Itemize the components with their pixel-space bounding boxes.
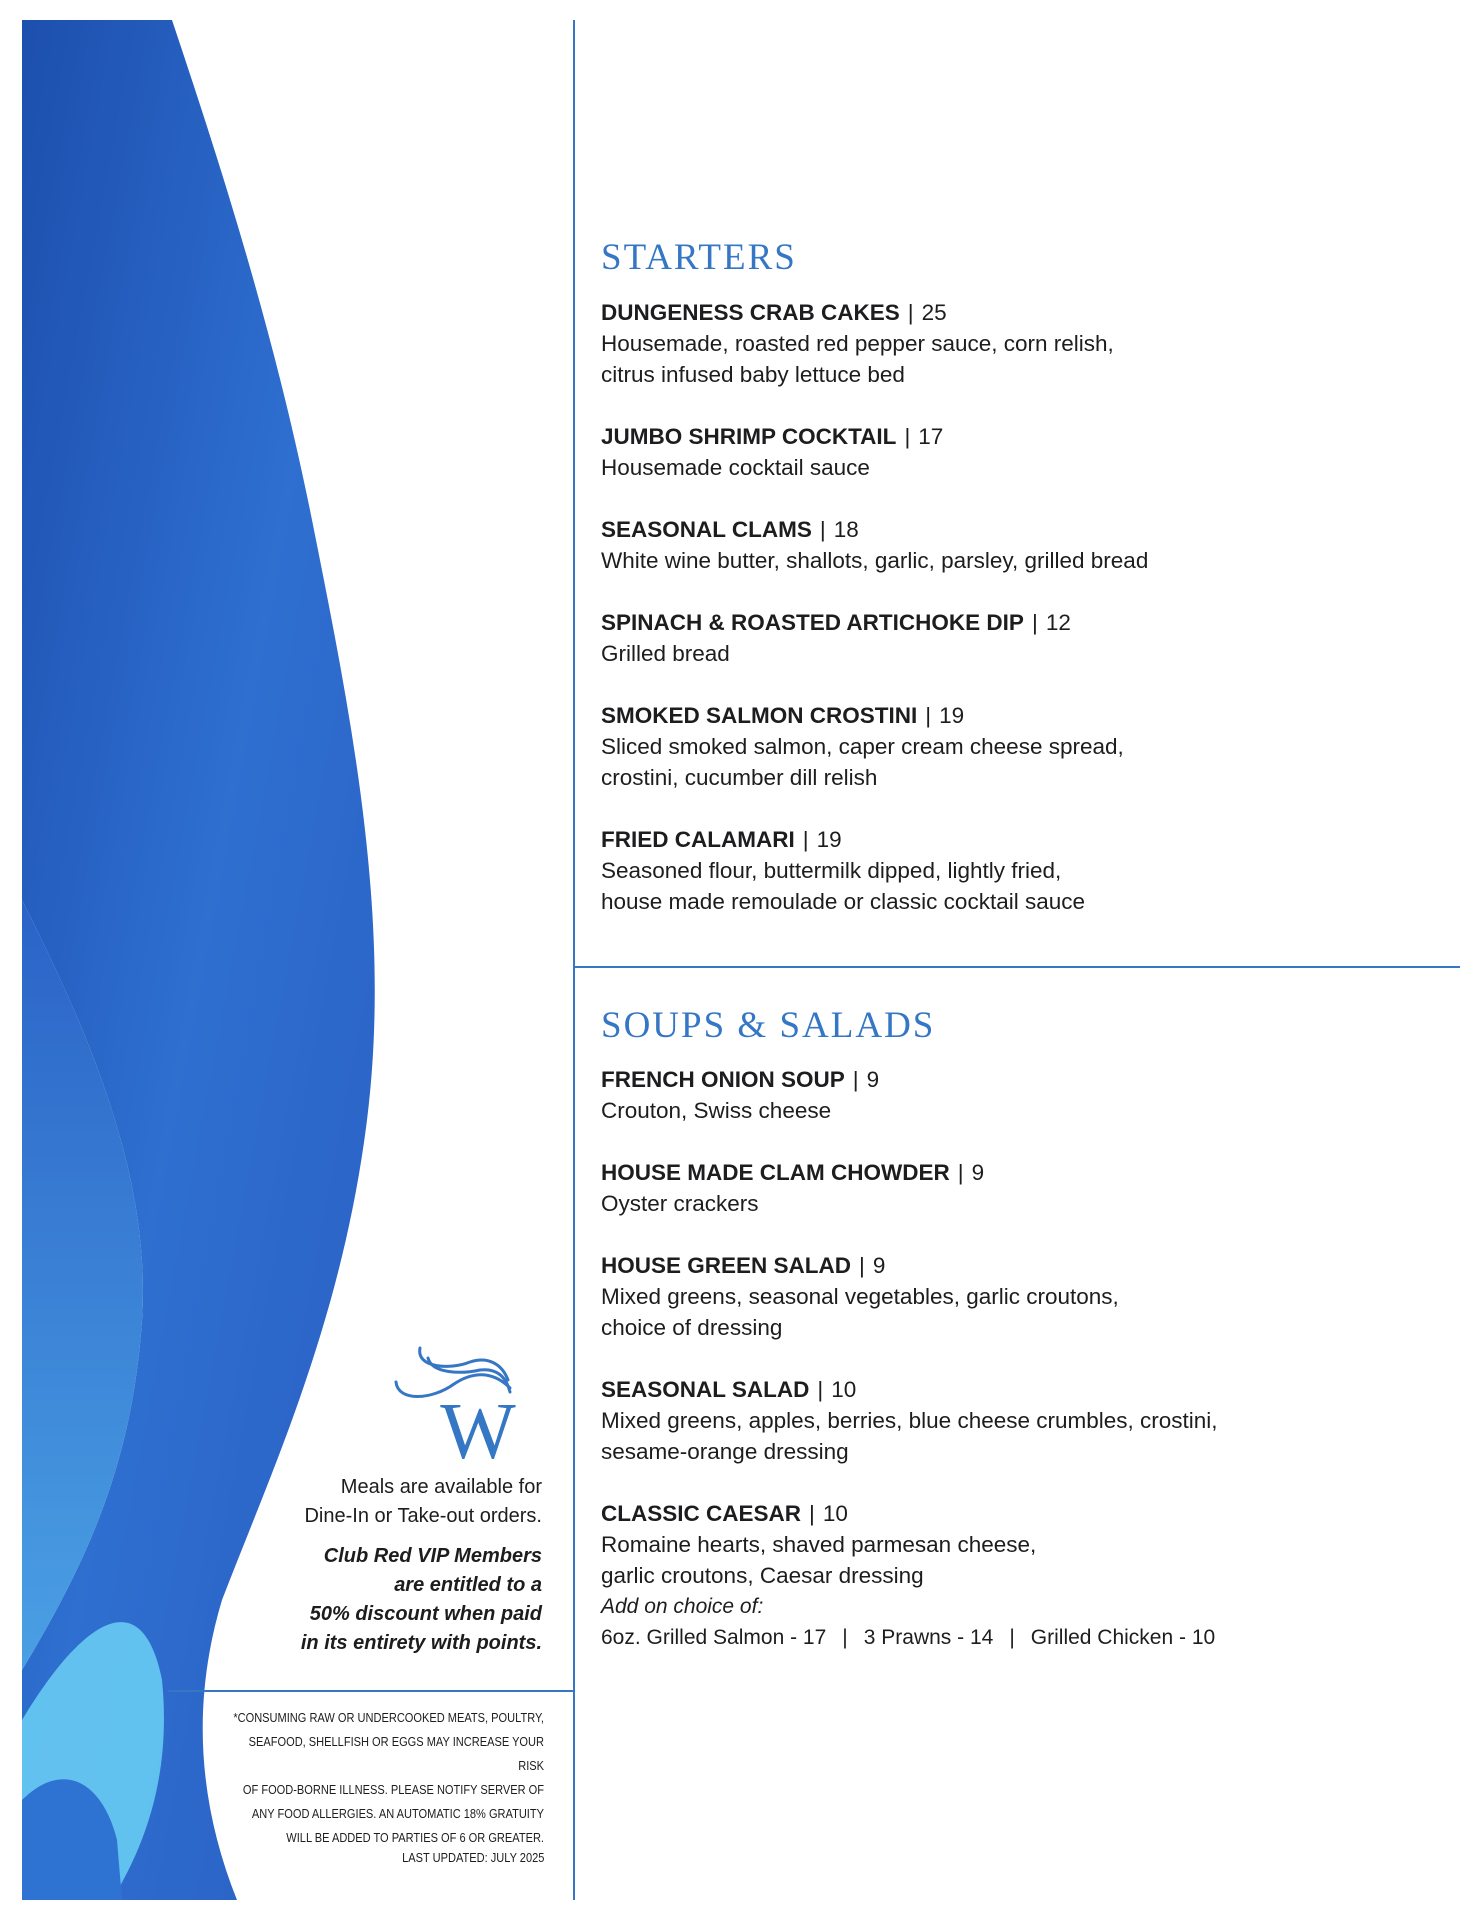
menu-item: SEASONAL CLAMS | 18 White wine butter, shallots, garlic, parsley, grilled bread <box>601 514 1461 576</box>
item-name: HOUSE GREEN SALAD <box>601 1253 852 1278</box>
availability-note: Meals are available for Dine-In or Take-out orders. <box>304 1476 542 1527</box>
item-price: 9 <box>872 1253 886 1278</box>
menu-item: SPINACH & ROASTED ARTICHOKE DIP | 12 Grilled bread <box>601 607 1461 669</box>
addon-option: 6oz. Grilled Salmon - 17 <box>601 1626 827 1649</box>
item-price: 9 <box>971 1160 985 1185</box>
starters-heading: STARTERS <box>601 237 797 278</box>
logo-letter: W <box>440 1388 516 1465</box>
item-name: FRIED CALAMARI <box>601 827 795 852</box>
soups-salads-list <box>601 1064 1461 1653</box>
item-price: 25 <box>921 300 947 325</box>
menu-item: CLASSIC CAESAR | 10 Romaine hearts, shaved parmesan cheese, garlic croutons, Caesar dressing Add on choice of: 6oz. Grilled Salmon - 17 | 3 Prawns - 14 | Grilled Chicken - 10 <box>601 1498 1461 1653</box>
last-updated-label: LAST UPDATED: JULY 2025 <box>401 1850 544 1865</box>
item-name: JUMBO SHRIMP COCKTAIL <box>601 424 897 449</box>
menu-item: HOUSE MADE CLAM CHOWDER | 9 Oyster crackers <box>601 1157 1461 1219</box>
menu-item: FRIED CALAMARI | 19 Seasoned flour, buttermilk dipped, lightly fried, house made remoulade or classic cocktail sauce <box>601 824 1461 917</box>
menu-item: DUNGENESS CRAB CAKES | 25 Housemade, roasted red pepper sauce, corn relish, citrus infused baby lettuce bed <box>601 297 1461 390</box>
item-description: Sliced smoked salmon, caper cream cheese spread, crostini, cucumber dill relish <box>601 734 1124 790</box>
item-description: Housemade, roasted red pepper sauce, corn relish, citrus infused baby lettuce bed <box>601 331 1114 387</box>
footer-divider <box>168 1690 574 1692</box>
item-description: Mixed greens, seasonal vegetables, garlic croutons, choice of dressing <box>601 1284 1119 1340</box>
addon-option: Grilled Chicken - 10 <box>1030 1626 1216 1649</box>
addon-label: Add on choice of: <box>601 1595 764 1618</box>
item-description: Oyster crackers <box>601 1191 759 1216</box>
addon-options: 6oz. Grilled Salmon - 17 | 3 Prawns - 14 | Grilled Chicken - 10 <box>601 1626 1216 1649</box>
item-price: 10 <box>822 1501 848 1526</box>
item-name: SPINACH & ROASTED ARTICHOKE DIP <box>601 610 1024 635</box>
item-name: SMOKED SALMON CROSTINI <box>601 703 918 728</box>
item-price: 17 <box>918 424 944 449</box>
vip-discount-note: Club Red VIP Members are entitled to a 50% discount when paid in its entirety with points. <box>300 1545 542 1654</box>
w-logo-icon <box>392 1340 542 1465</box>
item-name: FRENCH ONION SOUP <box>601 1067 845 1092</box>
starters-list <box>601 297 1461 948</box>
item-price: 10 <box>831 1377 857 1402</box>
food-safety-disclaimer: *CONSUMING RAW OR UNDERCOOKED MEATS, POULTRY, SEAFOOD, SHELLFISH OR EGGS MAY INCREASE YOUR RISK OF FOOD-BORNE ILLNESS. PLEASE NOTIFY SERVER OF ANY FOOD ALLERGIES. AN AUTOMATIC 18% GRATUITY WILL BE ADDED TO PARTIES OF 6 OR GREATER. <box>233 1710 544 1845</box>
vertical-divider <box>573 20 575 1900</box>
soups-salads-heading: SOUPS & SALADS <box>601 1005 936 1046</box>
item-description: Crouton, Swiss cheese <box>601 1098 832 1123</box>
item-name: HOUSE MADE CLAM CHOWDER <box>601 1160 950 1185</box>
item-description: Grilled bread <box>601 641 730 666</box>
item-description: White wine butter, shallots, garlic, parsley, grilled bread <box>601 548 1149 573</box>
menu-item: JUMBO SHRIMP COCKTAIL | 17 Housemade cocktail sauce <box>601 421 1461 483</box>
menu-item: SEASONAL SALAD | 10 Mixed greens, apples, berries, blue cheese crumbles, crostini, sesame-orange dressing <box>601 1374 1461 1467</box>
addon-option: 3 Prawns - 14 <box>863 1626 994 1649</box>
section-divider <box>575 966 1460 968</box>
item-name: SEASONAL CLAMS <box>601 517 812 542</box>
item-name: CLASSIC CAESAR <box>601 1501 802 1526</box>
item-price: 19 <box>939 703 965 728</box>
item-description: Romaine hearts, shaved parmesan cheese, garlic croutons, Caesar dressing <box>601 1532 1037 1588</box>
menu-item: FRENCH ONION SOUP | 9 Crouton, Swiss cheese <box>601 1064 1461 1126</box>
item-name: SEASONAL SALAD <box>601 1377 810 1402</box>
item-description: Seasoned flour, buttermilk dipped, lightly fried, house made remoulade or classic cocktail sauce <box>601 858 1085 914</box>
item-description: Housemade cocktail sauce <box>601 455 870 480</box>
item-price: 19 <box>816 827 842 852</box>
menu-item: HOUSE GREEN SALAD | 9 Mixed greens, seasonal vegetables, garlic croutons, choice of dressing <box>601 1250 1461 1343</box>
item-description: Mixed greens, apples, berries, blue cheese crumbles, crostini, sesame-orange dressing <box>601 1408 1218 1464</box>
menu-item: SMOKED SALMON CROSTINI | 19 Sliced smoked salmon, caper cream cheese spread, crostini, cucumber dill relish <box>601 700 1461 793</box>
item-name: DUNGENESS CRAB CAKES <box>601 300 900 325</box>
item-price: 12 <box>1045 610 1071 635</box>
item-price: 9 <box>866 1067 880 1092</box>
item-price: 18 <box>833 517 859 542</box>
